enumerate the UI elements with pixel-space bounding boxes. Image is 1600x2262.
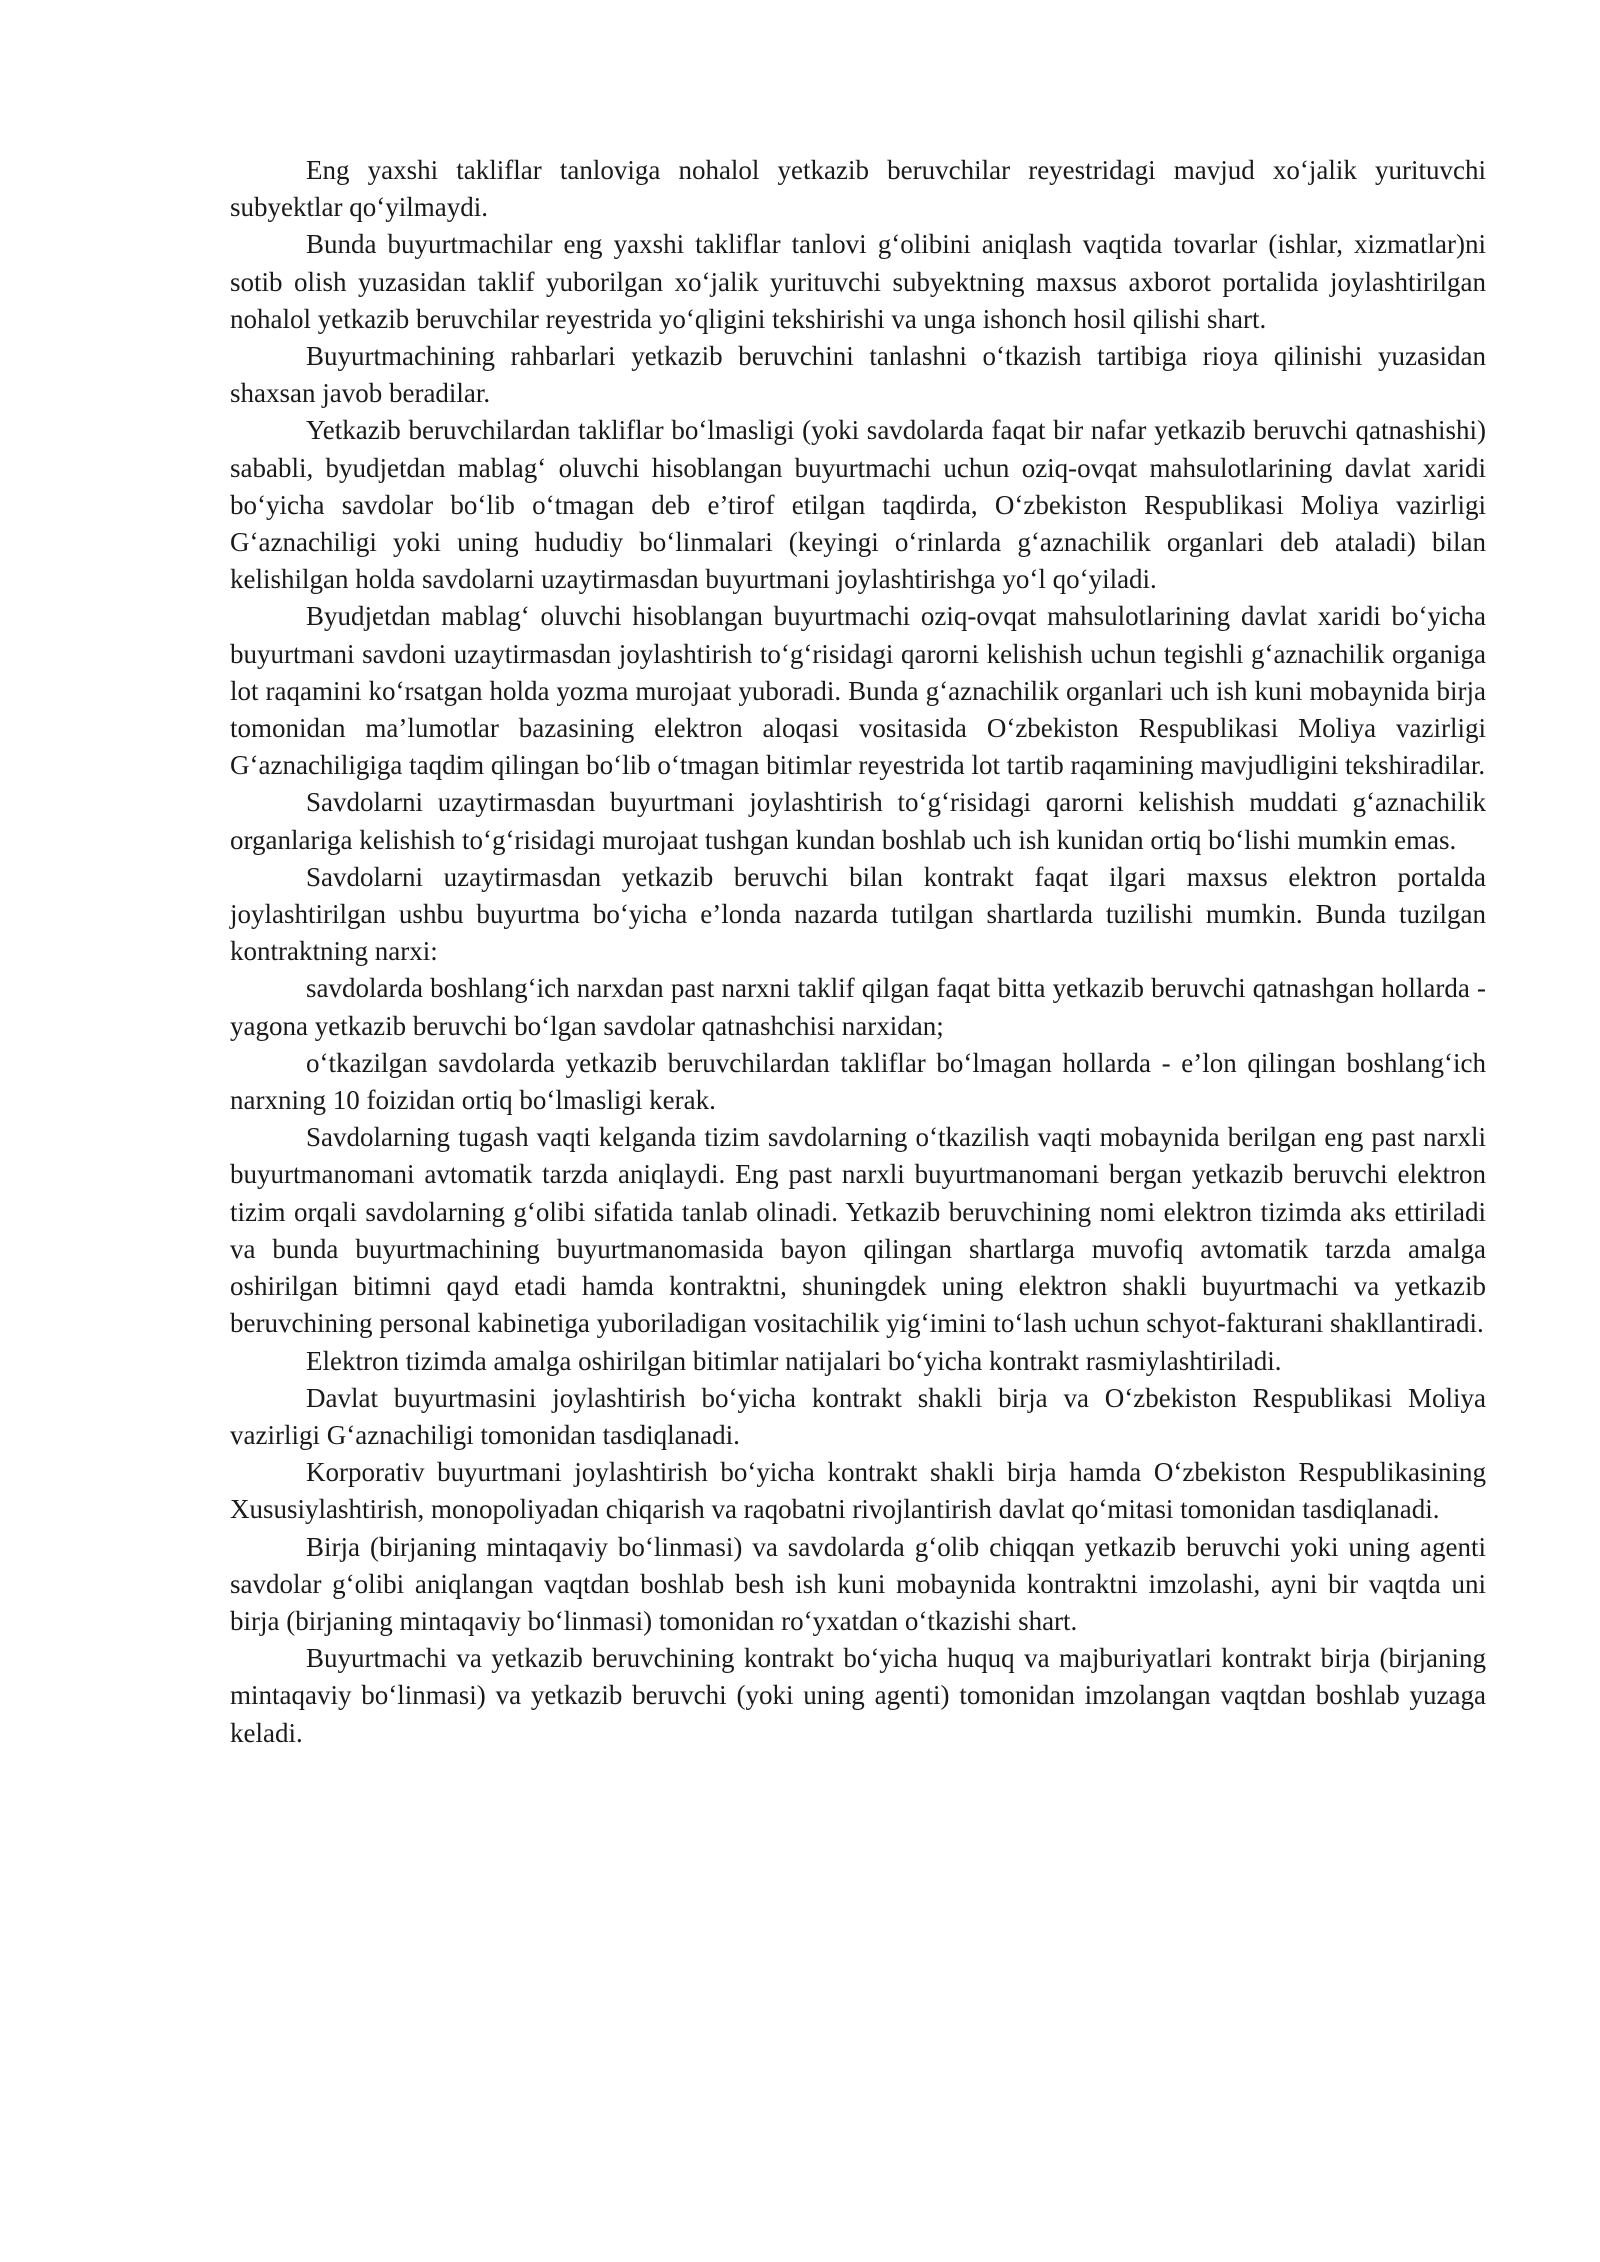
- paragraph: Savdolarning tugash vaqti kelganda tizim savdolarning o‘tkazilish vaqti mobaynida berilgan eng past narxli buyurtmanomani avtomatik tarzda aniqlaydi. Eng past narxli buyurtmanomani bergan yetkazib beruvchi elektron tizim orqali savdolarning g‘olibi sifatida tanlab olinadi. Yetkazib beruvchining nomi elektron tizimda aks ettiriladi va bunda buyurtmachining buyurtmanomasida bayon qilingan shartlarga muvofiq avtomatik tarzda amalga oshirilgan bitimni qayd etadi hamda kontraktni, shuningdek uning elektron shakli buyurtmachi va yetkazib beruvchining personal kabinetiga yuboriladigan vositachilik yig‘imini to‘lash uchun schyot-fakturani shakllantiradi.: [230, 1122, 1486, 1339]
- document-page: [230, 152, 1486, 1752]
- paragraph: Birja (birjaning mintaqaviy bo‘linmasi) va savdolarda g‘olib chiqqan yetkazib beruvchi yoki uning agenti savdolar g‘olibi aniqlangan vaqtdan boshlab besh ish kuni mobaynida kontraktni imzolashi, ayni bir vaqtda uni birja (birjaning mintaqaviy bo‘linmasi) tomonidan ro‘yxatdan o‘tkazishi shart.: [230, 1531, 1486, 1636]
- paragraph: Eng yaxshi takliflar tanloviga nohalol yetkazib beruvchilar reyestridagi mavjud xo‘jalik yurituvchi subyektlar qo‘yilmaydi.: [230, 155, 1486, 223]
- paragraph: Korporativ buyurtmani joylashtirish bo‘yicha kontrakt shakli birja hamda O‘zbekiston Respublikasining Xususiylashtirish, monopoliyadan chiqarish va raqobatni rivojlantirish davlat qo‘mitasi tomonidan tasdiqlanadi.: [230, 1457, 1486, 1525]
- list-item-paragraph: o‘tkazilgan savdolarda yetkazib beruvchilardan takliflar bo‘lmagan hollarda - e’lon qilingan boshlang‘ich narxning 10 foizidan ortiq bo‘lmasligi kerak.: [230, 1047, 1486, 1116]
- paragraph: Savdolarni uzaytirmasdan buyurtmani joylashtirish to‘g‘risidagi qarorni kelishish muddati g‘aznachilik organlariga kelishish to‘g‘risidagi murojaat tushgan kundan boshlab uch ish kunidan ortiq bo‘lishi mumkin emas.: [230, 787, 1486, 855]
- paragraph: Bunda buyurtmachilar eng yaxshi takliflar tanlovi g‘olibini aniqlash vaqtida tovarlar (ishlar, xizmatlar)ni sotib olish yuzasidan taklif yuborilgan xo‘jalik yurituvchi subyektning maxsus axborot portalida joylashtirilgan nohalol yetkazib beruvchilar reyestrida yo‘qligini tekshirishi va unga ishonch hosil qilishi shart.: [230, 229, 1486, 334]
- paragraph: Yetkazib beruvchilardan takliflar bo‘lmasligi (yoki savdolarda faqat bir nafar yetkazib beruvchi qatnashishi) sababli, byudjetdan mablag‘ oluvchi hisoblangan buyurtmachi uchun oziq-ovqat mahsulotlarining davlat xaridi bo‘yicha savdolar bo‘lib o‘tmagan deb e’tirof etilgan taqdirda, O‘zbekiston Respublikasi Moliya vazirligi G‘aznachiligi yoki uning hududiy bo‘linmalari (keyingi o‘rinlarda g‘aznachilik organlari deb ataladi) bilan kelishilgan holda savdolarni uzaytirmasdan buyurtmani joylashtirishga yo‘l qo‘yiladi.: [230, 415, 1486, 595]
- paragraph: Savdolarni uzaytirmasdan yetkazib beruvchi bilan kontrakt faqat ilgari maxsus elektron portalda joylashtirilgan ushbu buyurtma bo‘yicha e’londa nazarda tutilgan shartlarda tuzilishi mumkin. Bunda tuzilgan kontraktning narxi:: [230, 861, 1486, 967]
- paragraph: Buyurtmachining rahbarlari yetkazib beruvchini tanlashni o‘tkazish tartibiga rioya qilinishi yuzasidan shaxsan javob beradilar.: [230, 341, 1486, 409]
- list-item-paragraph: savdolarda boshlang‘ich narxdan past narxni taklif qilgan faqat bitta yetkazib beruvchi qatnashgan hollarda - yagona yetkazib beruvchi bo‘lgan savdolar qatnashchisi narxidan;: [230, 973, 1486, 1041]
- paragraph: Buyurtmachi va yetkazib beruvchining kontrakt bo‘yicha huquq va majburiyatlari kontrakt birja (birjaning mintaqaviy bo‘linmasi) va yetkazib beruvchi (yoki uning agenti) tomonidan imzolangan vaqtdan boshlab yuzaga keladi.: [230, 1643, 1486, 1748]
- paragraph: Elektron tizimda amalga oshirilgan bitimlar natijalari bo‘yicha kontrakt rasmiylashtiriladi.: [306, 1345, 1282, 1376]
- paragraph: Byudjetdan mablag‘ oluvchi hisoblangan buyurtmachi oziq-ovqat mahsulotlarining davlat xaridi bo‘yicha buyurtmani savdoni uzaytirmasdan joylashtirish to‘g‘risidagi qarorni kelishish uchun tegishli g‘aznachilik organiga lot raqamini ko‘rsatgan holda yozma murojaat yuboradi. Bunda g‘aznachilik organlari uch ish kuni mobaynida birja tomonidan ma’lumotlar bazasining elektron aloqasi vositasida O‘zbekiston Respublikasi Moliya vazirligi G‘aznachiligiga taqdim qilingan bo‘lib o‘tmagan bitimlar reyestrida lot tartib raqamining mavjudligini tekshiradilar.: [230, 601, 1486, 781]
- paragraph: Davlat buyurtmasini joylashtirish bo‘yicha kontrakt shakli birja va O‘zbekiston Respublikasi Moliya vazirligi G‘aznachiligi tomonidan tasdiqlanadi.: [230, 1382, 1486, 1450]
